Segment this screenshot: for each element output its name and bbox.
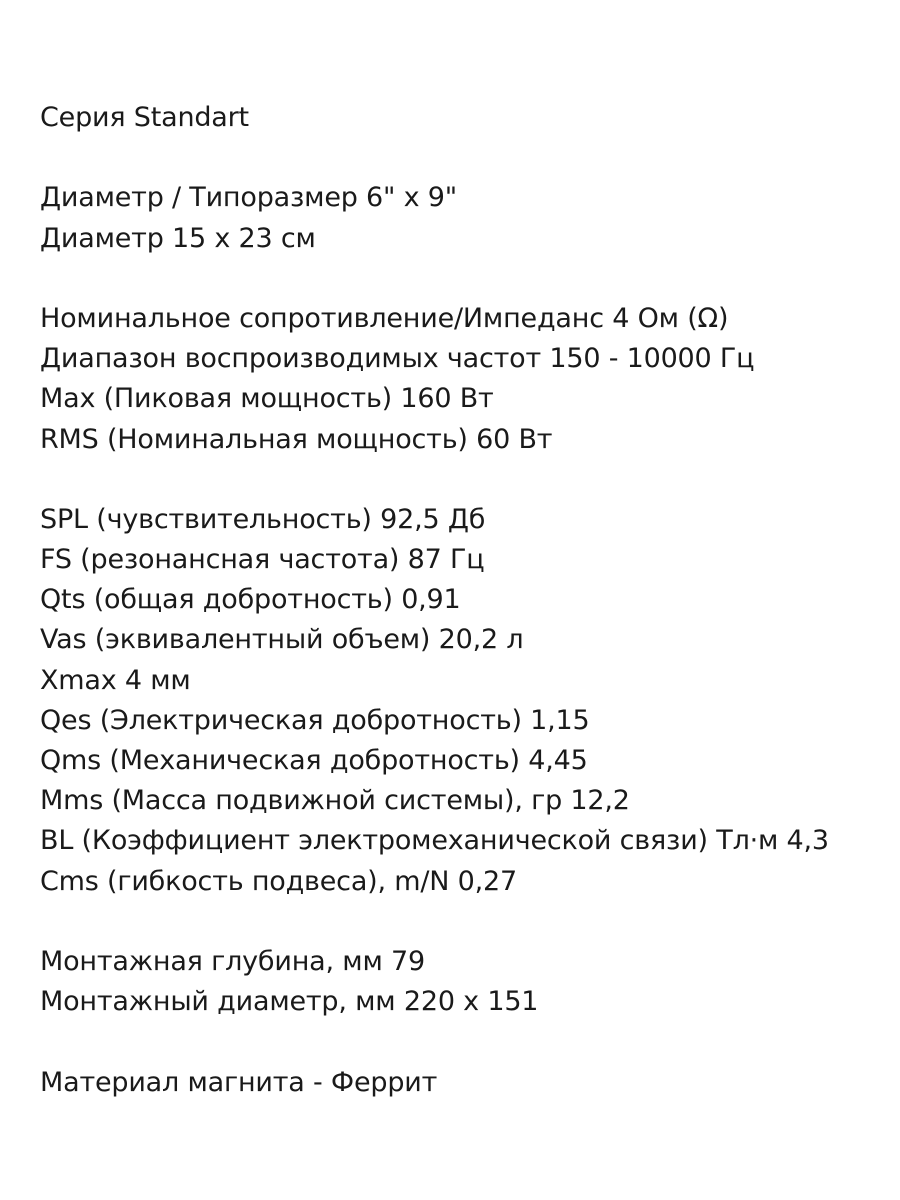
section-gap (40, 1022, 890, 1062)
mounting-depth-line: Монтажная глубина, мм 79 (40, 945, 425, 977)
spec-sheet (40, 98, 890, 1103)
magnet-material-line: Материал магнита - Феррит (40, 1066, 438, 1098)
fs-line: FS (резонансная частота) 87 Гц (40, 544, 485, 576)
vas-line: Vas (эквивалентный объем) 20,2 л (40, 624, 524, 656)
series-line: Серия Standart (40, 102, 249, 133)
mounting-diameter-line: Монтажный диаметр, мм 220 x 151 (40, 986, 539, 1018)
section-gap (40, 259, 890, 299)
qms-line: Qms (Механическая добротность) 4,45 (40, 745, 588, 776)
section-gap (40, 460, 890, 500)
max-power-line: Max (Пиковая мощность) 160 Вт (40, 383, 494, 415)
mms-line: Mms (Масса подвижной системы), гр 12,2 (40, 785, 630, 817)
rms-power-line: RMS (Номинальная мощность) 60 Вт (40, 423, 553, 455)
diameter-line: Диаметр 15 x 23 см (40, 222, 316, 254)
bl-line: BL (Коэффициент электромеханической связи) Тл·м 4,3 (40, 825, 829, 857)
xmax-line: Xmax 4 мм (40, 664, 191, 696)
size-line: Диаметр / Типоразмер 6" x 9" (40, 182, 457, 214)
frequency-range-line: Диапазон воспроизводимых частот 150 - 10000 Гц (40, 343, 755, 375)
section-gap (40, 902, 890, 942)
impedance-line: Номинальное сопротивление/Импеданс 4 Ом (Ω) (40, 302, 729, 334)
section-gap (40, 138, 890, 178)
qes-line: Qes (Электрическая добротность) 1,15 (40, 704, 590, 736)
cms-line: Cms (гибкость подвеса), m/N 0,27 (40, 865, 517, 897)
spl-line: SPL (чувствительность) 92,5 Дб (40, 503, 486, 535)
qts-line: Qts (общая добротность) 0,91 (40, 584, 461, 616)
